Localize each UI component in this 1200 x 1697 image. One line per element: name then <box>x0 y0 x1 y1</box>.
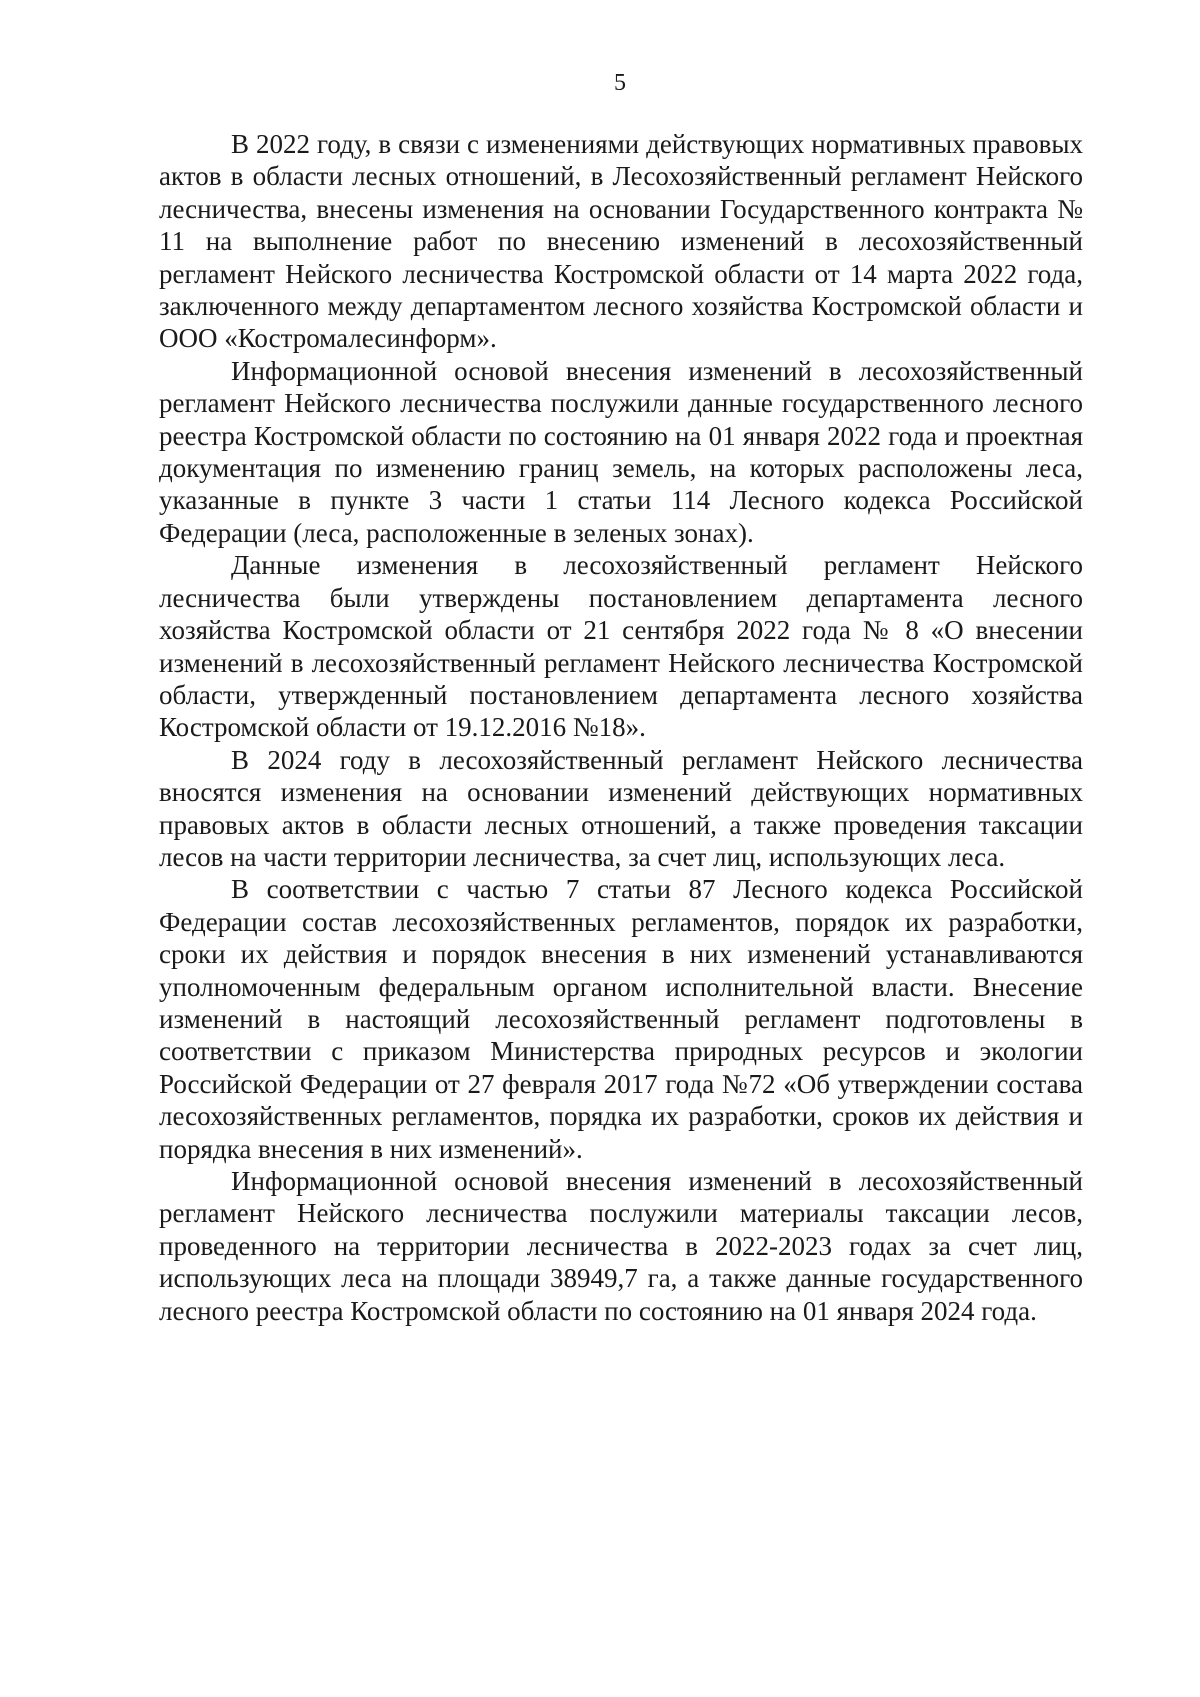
paragraph: В 2024 году в лесохозяйственный регламент Нейского лесничества вносятся изменения на основании изменений действующих нормативных правовых актов в области лесных отношений, а также проведения таксации лесов на части территории лесничества, за счет лиц, использующих леса. <box>159 744 1083 872</box>
document-body <box>159 128 1083 1327</box>
paragraph: В 2022 году, в связи с изменениями действующих нормативных правовых актов в области лесных отношений, в Лесохозяйственный регламент Нейского лесничества, внесены изменения на основании Государственного контракта № 11 на выполнение работ по внесению изменений в лесохозяйственный регламент Нейского лесничества Костромской области от 14 марта 2022 года, заключенного между департаментом лесного хозяйства Костромской области и ООО «Костромалесинформ». <box>159 129 1083 354</box>
paragraph: В соответствии с частью 7 статьи 87 Лесного кодекса Российской Федерации состав лесохозяйственных регламентов, порядок их разработки, сроки их действия и порядок внесения в них изменений устанавливаются уполномоченным федеральным органом исполнительной власти. Внесение изменений в настоящий лесохозяйственный регламент подготовлены в соответствии с приказом Министерства природных ресурсов и экологии Российской Федерации от 27 февраля 2017 года №72 «Об утверждении состава лесохозяйственных регламентов, порядка их разработки, сроков их действия и порядка внесения в них изменений». <box>159 874 1083 1164</box>
paragraph: Информационной основой внесения изменений в лесохозяйственный регламент Нейского лесничества послужили данные государственного лесного реестра Костромской области по состоянию на 01 января 2022 года и проектная документация по изменению границ земель, на которых расположены леса, указанные в пункте 3 части 1 статьи 114 Лесного кодекса Российской Федерации (леса, расположенные в зеленых зонах). <box>159 355 1083 548</box>
page-number: 5 <box>614 70 626 96</box>
paragraph: Данные изменения в лесохозяйственный регламент Нейского лесничества были утверждены постановлением департамента лесного хозяйства Костромской области от 21 сентября 2022 года № 8 «О внесении изменений в лесохозяйственный регламент Нейского лесничества Костромской области, утвержденный постановлением департамента лесного хозяйства Костромской области от 19.12.2016 №18». <box>159 550 1083 743</box>
paragraph: Информационной основой внесения изменений в лесохозяйственный регламент Нейского лесничества послужили материалы таксации лесов, проведенного на территории лесничества в 2022-2023 годах за счет лиц, использующих леса на площади 38949,7 га, а также данные государственного лесного реестра Костромской области по состоянию на 01 января 2024 года. <box>159 1166 1083 1326</box>
